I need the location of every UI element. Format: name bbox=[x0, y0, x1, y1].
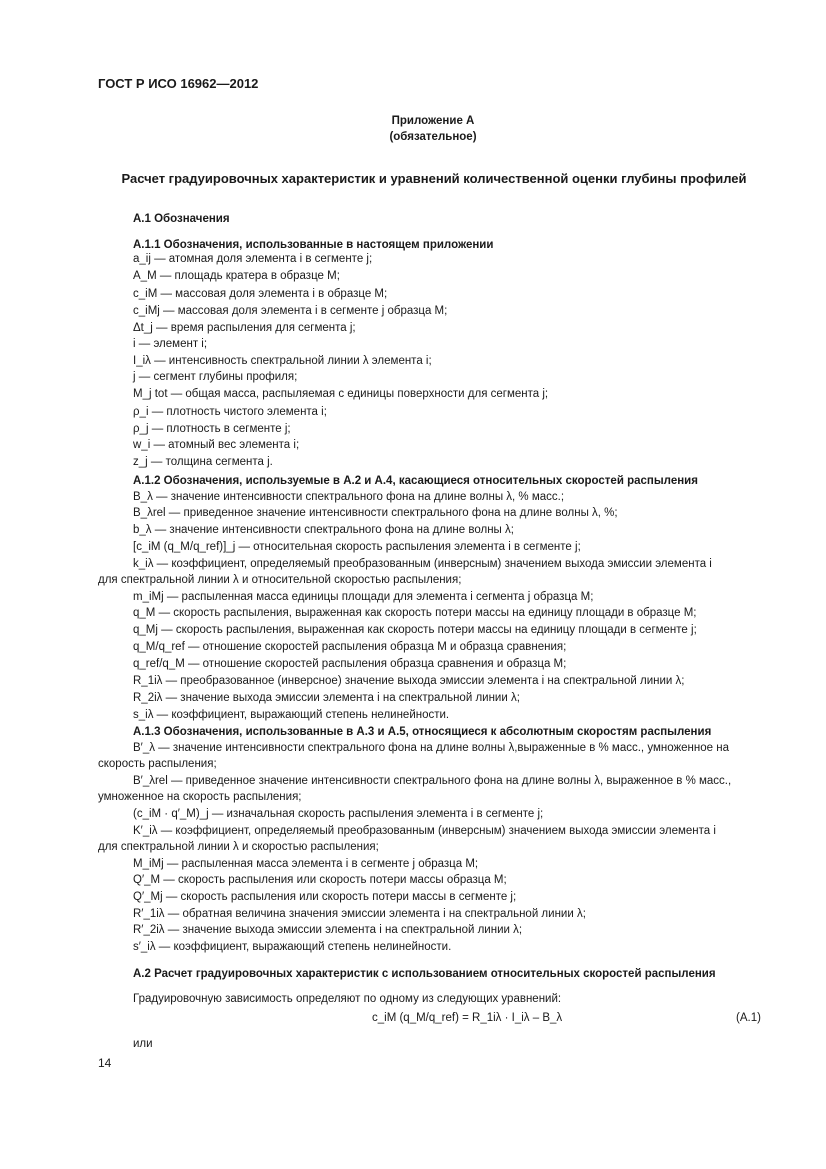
section-a13-heading: А.1.3 Обозначения, использованные в А.3 и А.5, относящиеся к абсолютным скоростям распыления bbox=[133, 726, 712, 738]
symbol-item: R′_2iλ — значение выхода эмиссии элемента i на спектральной линии λ; bbox=[133, 924, 523, 936]
section-a1-heading: А.1 Обозначения bbox=[133, 213, 230, 225]
section-a11-heading: А.1.1 Обозначения, использованные в настоящем приложении bbox=[133, 239, 494, 251]
symbol-item: (c_iM · q′_M)_j — изначальная скорость распыления элемента i в сегменте j; bbox=[133, 808, 544, 820]
symbol-item: m_iMj — распыленная масса единицы площади для элемента i сегмента j образца M; bbox=[133, 591, 594, 603]
symbol-item: a_ij — атомная доля элемента i в сегменте j; bbox=[133, 253, 373, 265]
main-title: Расчет градуировочных характеристик и уравнений количественной оценки глубины профилей bbox=[121, 171, 747, 186]
annex-title: Приложение А bbox=[391, 115, 475, 127]
section-a2-heading: А.2 Расчет градуировочных характеристик с использованием относительных скоростей распыления bbox=[133, 968, 716, 980]
symbol-item: w_i — атомный вес элемента i; bbox=[133, 439, 300, 451]
symbol-item: i — элемент i; bbox=[133, 338, 208, 350]
symbol-item: s_iλ — коэффициент, выражающий степень нелинейности. bbox=[133, 709, 450, 721]
symbol-item: A_M — площадь кратера в образце M; bbox=[133, 270, 340, 282]
symbol-item: Q′_M — скорость распыления или скорость потери массы образца M; bbox=[133, 874, 507, 886]
equation: c_iM (q_M/q_ref) = R_1iλ · I_iλ – B_λ bbox=[372, 1012, 563, 1024]
document-id: ГОСТ Р ИСО 16962—2012 bbox=[98, 76, 259, 91]
symbol-item: B_λ — значение интенсивности спектрального фона на длине волны λ, % масс.; bbox=[133, 491, 565, 503]
symbol-item: Q′_Mj — скорость распыления или скорость потери массы в сегменте j; bbox=[133, 891, 517, 903]
body-paragraph: Градуировочную зависимость определяют по одному из следующих уравнений: bbox=[133, 993, 562, 1005]
symbol-item: B′_λrel — приведенное значение интенсивности спектрального фона на длине волны λ, выраженное в % масс., bbox=[133, 775, 732, 787]
page-number: 14 bbox=[98, 1056, 112, 1070]
symbol-item: q_Mj — скорость распыления, выраженная как скорость потери массы на единицу площади в сегменте j; bbox=[133, 624, 697, 636]
annex-status: (обязательное) bbox=[389, 131, 477, 143]
body-connector: или bbox=[133, 1038, 153, 1050]
symbol-item: s′_iλ — коэффициент, выражающий степень нелинейности. bbox=[133, 941, 452, 953]
symbol-item: I_iλ — интенсивность спектральной линии λ элемента i; bbox=[133, 355, 432, 367]
symbol-item: ρ_j — плотность в сегменте j; bbox=[133, 423, 291, 435]
symbol-item: B′_λ — значение интенсивности спектрального фона на длине волны λ,выраженные в % масс., умноженное на bbox=[133, 742, 729, 754]
symbol-item: R′_1iλ — обратная величина значения эмиссии элемента i на спектральной линии λ; bbox=[133, 908, 586, 920]
symbol-item: M_iMj — распыленная масса элемента i в сегменте j образца M; bbox=[133, 858, 479, 870]
symbol-item: c_iMj — массовая доля элемента i в сегменте j образца M; bbox=[133, 305, 448, 317]
symbol-item-continuation: для спектральной линии λ и относительной скоростью распыления; bbox=[98, 574, 462, 586]
symbol-item: B_λrel — приведенное значение интенсивности спектрального фона на длине волны λ, %; bbox=[133, 507, 618, 519]
symbol-item: q_M/q_ref — отношение скоростей распыления образца M и образца сравнения; bbox=[133, 641, 567, 653]
symbol-item: [c_iM (q_M/q_ref)]_j — относительная скорость распыления элемента i в сегменте j; bbox=[133, 541, 581, 553]
section-a12-heading: А.1.2 Обозначения, используемые в А.2 и А.4, касающиеся относительных скоростей распыления bbox=[133, 475, 698, 487]
symbol-item-continuation: умноженное на скорость распыления; bbox=[98, 791, 302, 803]
symbol-item: j — сегмент глубины профиля; bbox=[133, 371, 298, 383]
symbol-item: ρ_i — плотность чистого элемента i; bbox=[133, 406, 327, 418]
symbol-item: Δt_j — время распыления для сегмента j; bbox=[133, 322, 356, 334]
symbol-item: q_M — скорость распыления, выраженная как скорость потери массы на единицу площади в образце M; bbox=[133, 607, 697, 619]
equation-number: (А.1) bbox=[736, 1012, 761, 1024]
symbol-item: k_iλ — коэффициент, определяемый преобразованным (инверсным) значением выхода эмиссии элемента i bbox=[133, 558, 712, 570]
symbol-item: b_λ — значение интенсивности спектрального фона на длине волны λ; bbox=[133, 524, 514, 536]
symbol-item-continuation: скорость распыления; bbox=[98, 758, 217, 770]
symbol-item-continuation: для спектральной линии λ и скоростью распыления; bbox=[98, 841, 379, 853]
symbol-item: z_j — толщина сегмента j. bbox=[133, 456, 273, 468]
symbol-item: q_ref/q_M — отношение скоростей распыления образца сравнения и образца M; bbox=[133, 658, 567, 670]
symbol-item: K′_iλ — коэффициент, определяемый преобразованным (инверсным) значением выхода эмиссии элемента i bbox=[133, 825, 716, 837]
symbol-item: R_2iλ — значение выхода эмиссии элемента i на спектральной линии λ; bbox=[133, 692, 520, 704]
symbol-item: R_1iλ — преобразованное (инверсное) значение выхода эмиссии элемента i на спектральной линии λ; bbox=[133, 675, 685, 687]
symbol-item: c_iM — массовая доля элемента i в образце M; bbox=[133, 288, 388, 300]
symbol-item: M_j tot — общая масса, распыляемая с единицы поверхности для сегмента j; bbox=[133, 388, 549, 400]
